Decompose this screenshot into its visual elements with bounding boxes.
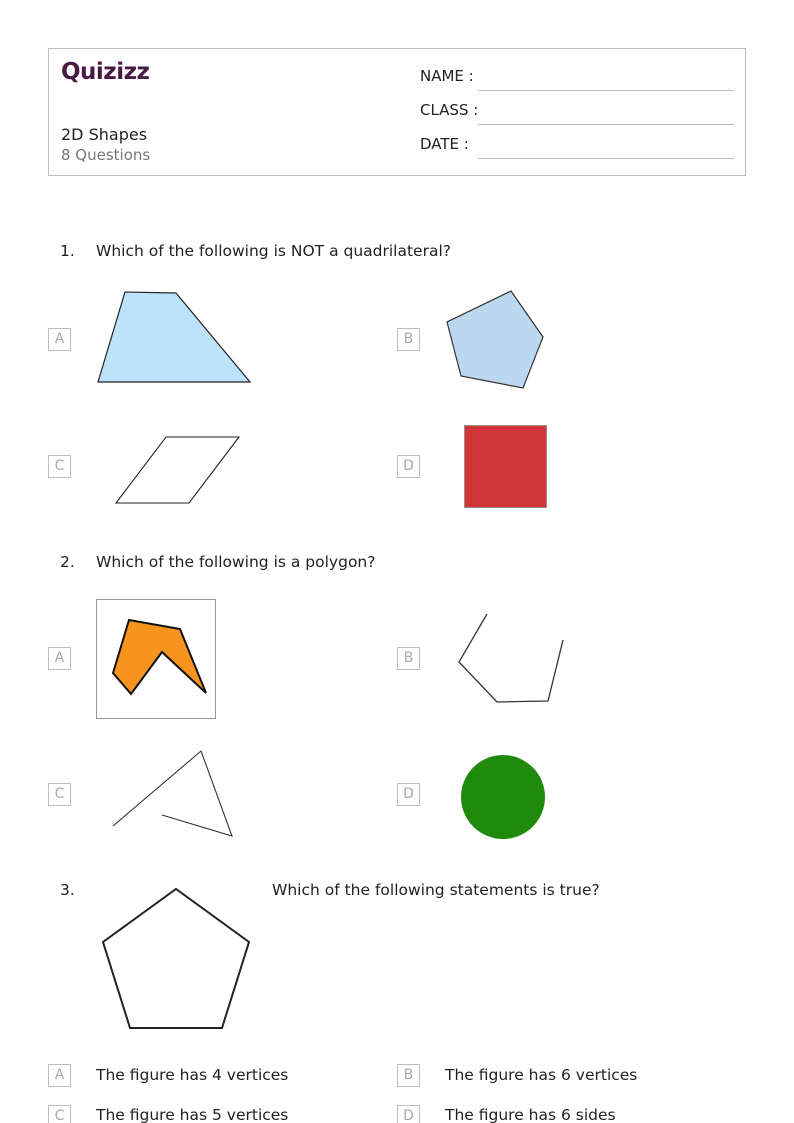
- trapezoid-polygon: [98, 292, 250, 382]
- q1-option-d[interactable]: D: [397, 455, 420, 478]
- worksheet-header: [48, 48, 746, 176]
- circle-shape: [460, 754, 546, 840]
- question-3-number: 3.: [60, 881, 75, 899]
- worksheet-title: 2D Shapes: [61, 125, 148, 144]
- q3-option-b-text[interactable]: The figure has 6 vertices: [445, 1066, 638, 1084]
- q3-option-a-text[interactable]: The figure has 4 vertices: [96, 1066, 289, 1084]
- q3-option-b[interactable]: B: [397, 1064, 420, 1087]
- question-count: 8 Questions: [61, 146, 151, 164]
- concave-polygon-shape: [96, 599, 216, 719]
- class-line[interactable]: [478, 124, 734, 125]
- q2-option-a[interactable]: A: [48, 647, 71, 670]
- open-angle-lines: [113, 751, 232, 836]
- question-2-number: 2.: [60, 553, 75, 571]
- date-label: DATE :: [420, 135, 469, 153]
- q1-option-a[interactable]: A: [48, 328, 71, 351]
- parallelogram-polygon: [116, 437, 239, 503]
- question-1-text: Which of the following is NOT a quadrilateral?: [96, 242, 451, 260]
- name-line[interactable]: [478, 90, 734, 91]
- parallelogram-shape: [114, 436, 241, 505]
- question-2-text: Which of the following is a polygon?: [96, 553, 376, 571]
- q3-option-c-text[interactable]: The figure has 5 vertices: [96, 1106, 289, 1123]
- open-angle-shape: [111, 748, 235, 840]
- class-label: CLASS :: [420, 101, 479, 119]
- q2-option-b[interactable]: B: [397, 647, 420, 670]
- pentagon-shape: [445, 289, 545, 390]
- date-field[interactable]: [420, 135, 734, 159]
- name-field[interactable]: [420, 67, 734, 91]
- q1-option-c[interactable]: C: [48, 455, 71, 478]
- pentagon-polygon: [447, 291, 543, 388]
- q2-option-c[interactable]: C: [48, 783, 71, 806]
- q2-option-d[interactable]: D: [397, 783, 420, 806]
- regular-pentagon-figure: [101, 887, 251, 1031]
- open-polyline: [459, 614, 563, 702]
- square-rect: [465, 426, 547, 508]
- q3-option-a[interactable]: A: [48, 1064, 71, 1087]
- date-line[interactable]: [478, 158, 734, 159]
- quizizz-logo: Quizizz: [61, 59, 150, 85]
- question-3-text: Which of the following statements is true?: [272, 881, 600, 899]
- q3-option-d-text[interactable]: The figure has 6 sides: [445, 1106, 616, 1123]
- q3-option-c[interactable]: C: [48, 1105, 71, 1123]
- trapezoid-shape: [96, 290, 254, 384]
- open-polyline-shape: [456, 612, 566, 706]
- q1-option-b[interactable]: B: [397, 328, 420, 351]
- q3-option-d[interactable]: D: [397, 1105, 420, 1123]
- name-label: NAME :: [420, 67, 474, 85]
- regular-pentagon-polygon: [103, 889, 249, 1028]
- green-circle: [461, 755, 545, 839]
- class-field[interactable]: [420, 101, 734, 125]
- question-1-number: 1.: [60, 242, 75, 260]
- square-shape: [464, 425, 548, 509]
